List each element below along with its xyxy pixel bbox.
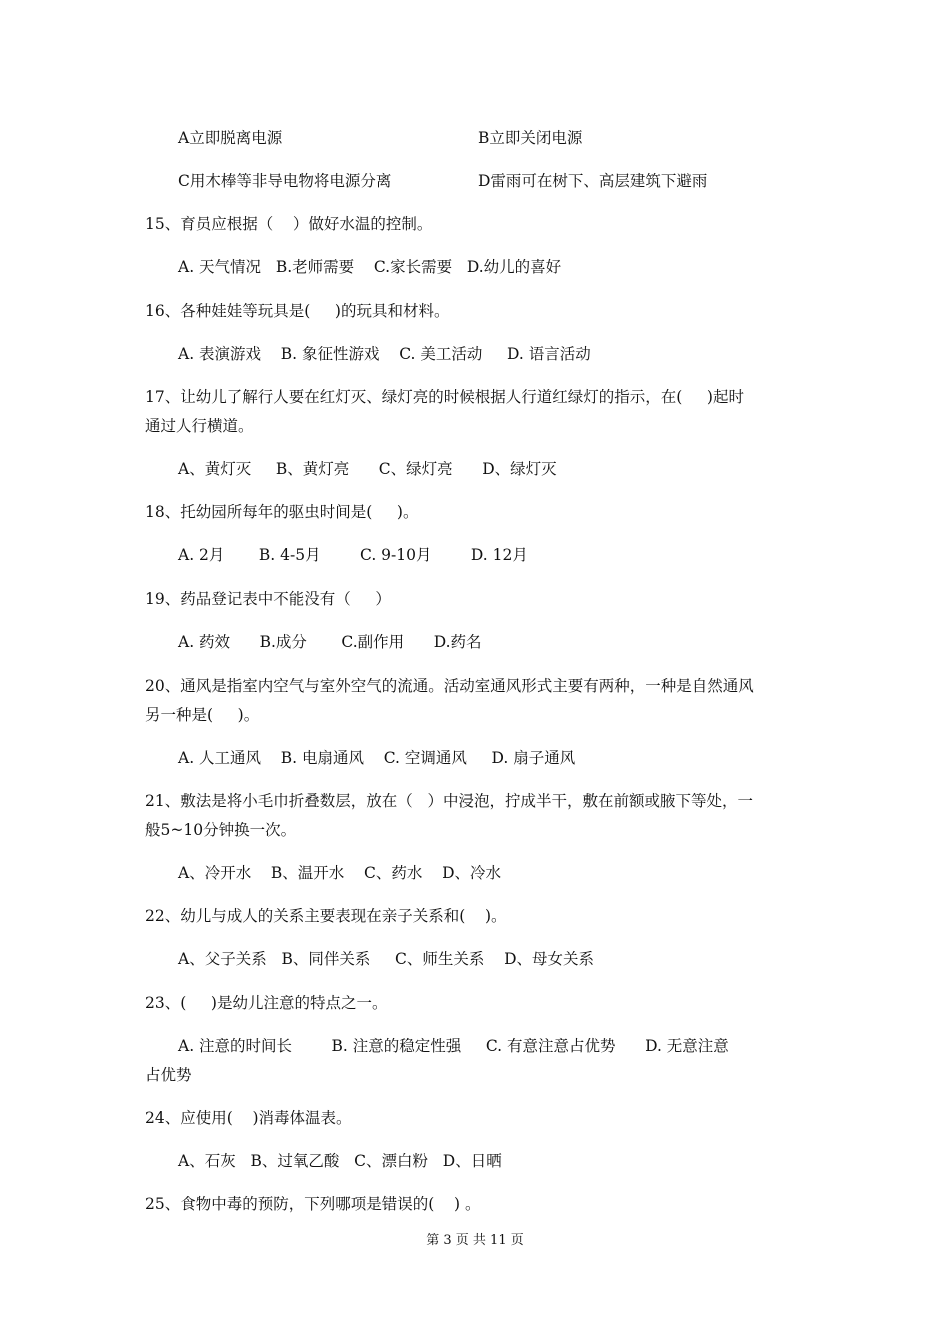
question-15: 15、育员应根据（ ）做好水温的控制。	[145, 215, 433, 233]
option-line: C用木棒等非导电物将电源分离	[178, 172, 392, 190]
question-19-options: A. 药效 B.成分 C.副作用 D.药名	[178, 633, 482, 651]
question-22-options: A、父子关系 B、同伴关系 C、师生关系 D、母女关系	[178, 950, 594, 968]
question-18: 18、托幼园所每年的驱虫时间是( )。	[145, 503, 419, 521]
question-20-cont: 另一种是( )。	[145, 706, 260, 724]
option-line: A立即脱离电源	[178, 129, 283, 147]
question-20-options: A. 人工通风 B. 电扇通风 C. 空调通风 D. 扇子通风	[178, 749, 576, 767]
question-21: 21、敷法是将小毛巾折叠数层，放在（ ）中浸泡，拧成半干，敷在前额或腋下等处，一	[145, 792, 754, 810]
question-17-cont: 通过人行横道。	[145, 417, 254, 435]
question-24-options: A、石灰 B、过氧乙酸 C、漂白粉 D、日晒	[178, 1152, 502, 1170]
question-20: 20、通风是指室内空气与室外空气的流通。活动室通风形式主要有两种，一种是自然通风	[145, 677, 754, 695]
page-footer: 第 3 页 共 11 页	[426, 1233, 524, 1248]
question-21-options: A、冷开水 B、温开水 C、药水 D、冷水	[178, 864, 501, 882]
question-19: 19、药品登记表中不能没有（ ）	[145, 590, 391, 608]
question-24: 24、应使用( )消毒体温表。	[145, 1109, 352, 1127]
question-17: 17、让幼儿了解行人要在红灯灭、绿灯亮的时候根据人行道红绿灯的指示，在( )起时	[145, 388, 744, 406]
option-line: D雷雨可在树下、高层建筑下避雨	[478, 172, 708, 190]
question-23: 23、( )是幼儿注意的特点之一。	[145, 994, 388, 1012]
question-16-options: A. 表演游戏 B. 象征性游戏 C. 美工活动 D. 语言活动	[178, 345, 591, 363]
question-23-options: A. 注意的时间长 B. 注意的稳定性强 C. 有意注意占优势 D. 无意注意	[178, 1037, 729, 1055]
option-line: B立即关闭电源	[478, 129, 583, 147]
question-23-options-cont: 占优势	[145, 1066, 192, 1084]
question-17-options: A、黄灯灭 B、黄灯亮 C、绿灯亮 D、绿灯灭	[178, 460, 557, 478]
question-25: 25、食物中毒的预防，下列哪项是错误的( ) 。	[145, 1195, 481, 1213]
question-18-options: A. 2月 B. 4-5月 C. 9-10月 D. 12月	[178, 546, 528, 564]
question-15-options: A. 天气情况 B.老师需要 C.家长需要 D.幼儿的喜好	[178, 258, 562, 276]
question-22: 22、幼儿与成人的关系主要表现在亲子关系和( )。	[145, 907, 507, 925]
question-16: 16、各种娃娃等玩具是( )的玩具和材料。	[145, 302, 450, 320]
question-21-cont: 般5~10分钟换一次。	[145, 821, 297, 839]
